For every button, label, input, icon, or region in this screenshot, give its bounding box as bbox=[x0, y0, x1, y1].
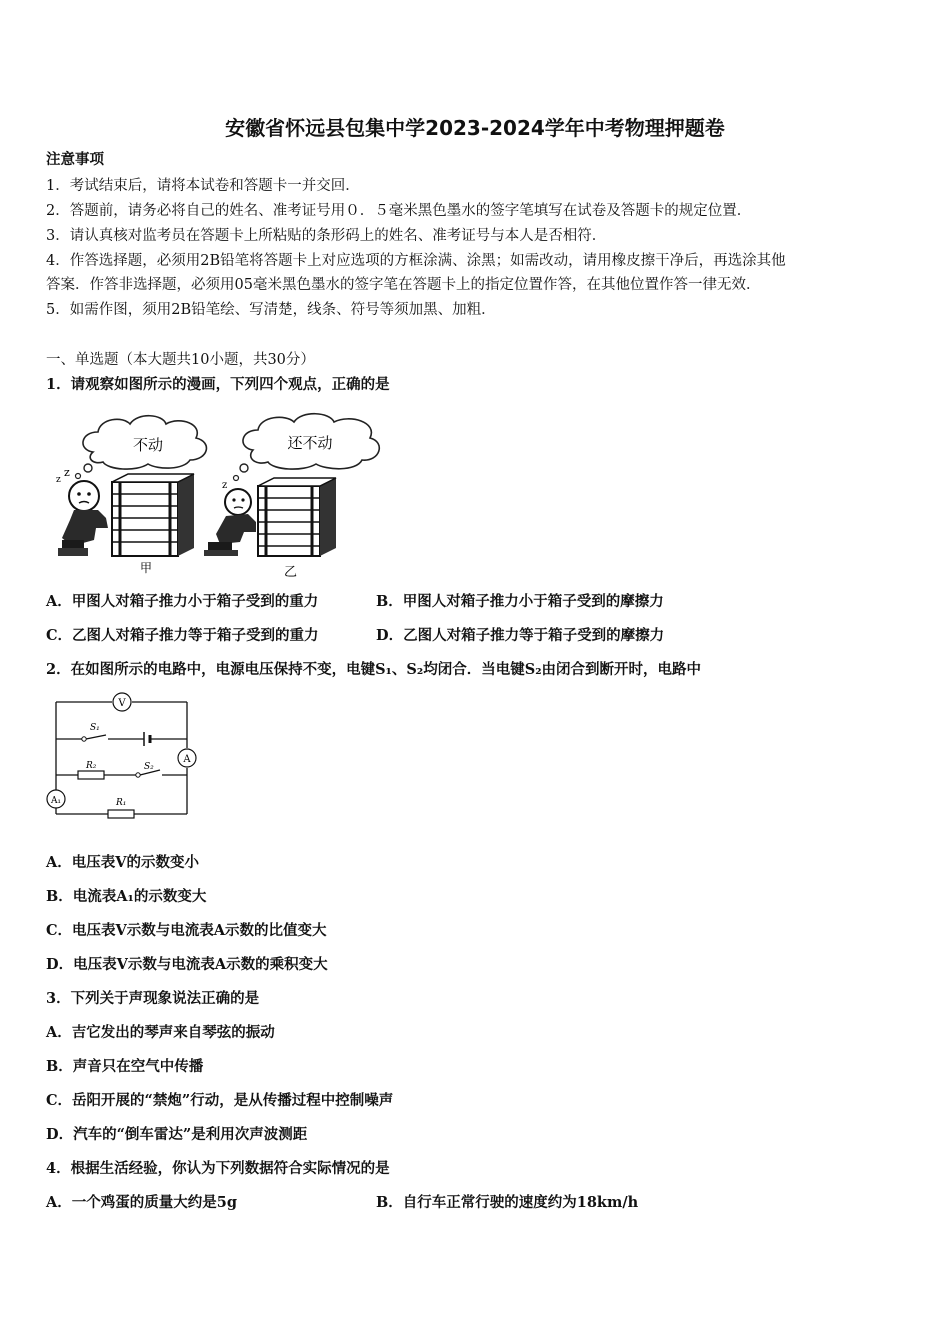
question-1-stem: 1．请观察如图所示的漫画，下列四个观点，正确的是 bbox=[46, 376, 390, 393]
voltmeter-label: V bbox=[118, 698, 126, 709]
q2-option-b: B．电流表A₁的示数变大 bbox=[46, 888, 207, 905]
resistor-r1-label: R₁ bbox=[116, 798, 127, 808]
switch-s1-label: S₁ bbox=[90, 723, 100, 733]
ammeter-label: A bbox=[183, 754, 191, 765]
notice-item: 2．答题前，请务必将自己的姓名、准考证号用０．５毫米黑色墨水的签字笔填写在试卷及答题卡的规定位置． bbox=[46, 203, 752, 219]
question-3-stem: 3．下列关于声现象说法正确的是 bbox=[46, 990, 260, 1007]
q4-option-b: B．自行车正常行驶的速度约为18km/h bbox=[376, 1194, 639, 1211]
q3-option-a: A．吉它发出的琴声来自琴弦的振动 bbox=[46, 1024, 275, 1041]
notice-heading: 注意事项 bbox=[46, 151, 104, 168]
q1-option-d: D．乙图人对箱子推力等于箱子受到的摩擦力 bbox=[376, 627, 665, 644]
notice-item: 1．考试结束后，请将本试卷和答题卡一并交回． bbox=[46, 178, 360, 194]
page-title: 安徽省怀远县包集中学2023-2024学年中考物理押题卷 bbox=[225, 116, 725, 140]
svg-text:z: z bbox=[56, 475, 61, 485]
person-2 bbox=[204, 480, 256, 556]
q1-option-b: B．甲图人对箱子推力小于箱子受到的摩擦力 bbox=[376, 593, 664, 610]
notice-item: 答案．作答非选择题，必须用05毫米黑色墨水的签字笔在答题卡上的指定位置作答，在其他位置作答一律无效． bbox=[46, 277, 761, 293]
crate-1 bbox=[112, 474, 194, 556]
q4-option-a: A．一个鸡蛋的质量大约是5g bbox=[46, 1194, 237, 1211]
figure-label-2: 乙 bbox=[284, 565, 298, 580]
notice-item: 5．如需作图，须用2B铅笔绘、写清楚，线条、符号等须加黑、加粗． bbox=[46, 302, 496, 318]
resistor-r2-label: R₂ bbox=[86, 761, 97, 771]
person-1 bbox=[56, 466, 108, 556]
notice-item: 4．作答选择题，必须用2B铅笔将答题卡上对应选项的方框涂满、涂黑；如需改动，请用橡皮擦干净后，再选涂其他 bbox=[46, 253, 786, 269]
svg-text:z: z bbox=[64, 466, 70, 479]
q2-option-c: C．电压表V示数与电流表A示数的比值变大 bbox=[46, 922, 327, 939]
question-2-stem: 2．在如图所示的电路中，电源电压保持不变，电键S₁、S₂均闭合．当电键S₂由闭合到断开时，电路中 bbox=[46, 661, 702, 678]
switch-s2-label: S₂ bbox=[144, 762, 154, 772]
question-4-stem: 4．根据生活经验，你认为下列数据符合实际情况的是 bbox=[46, 1160, 390, 1177]
bubble-2-text: 还不动 bbox=[287, 434, 333, 452]
q2-option-d: D．电压表V示数与电流表A示数的乘积变大 bbox=[46, 956, 328, 973]
q3-option-b: B．声音只在空气中传播 bbox=[46, 1058, 204, 1075]
q1-option-a: A．甲图人对箱子推力小于箱子受到的重力 bbox=[46, 593, 319, 610]
notice-item: 3．请认真核对监考员在答题卡上所粘贴的条形码上的姓名、准考证号与本人是否相符． bbox=[46, 228, 607, 244]
ammeter-a1-label: A₁ bbox=[50, 796, 62, 806]
section-heading: 一、单选题（本大题共10小题，共30分） bbox=[46, 352, 315, 368]
svg-text:z: z bbox=[222, 480, 228, 491]
cartoon-figure bbox=[48, 410, 388, 582]
crate-2 bbox=[258, 478, 336, 556]
bubble-1-text: 不动 bbox=[132, 436, 164, 454]
q3-option-d: D．汽车的“倒车雷达”是利用次声波测距 bbox=[46, 1126, 308, 1143]
figure-label-1: 甲 bbox=[140, 561, 153, 575]
q2-option-a: A．电压表V的示数变小 bbox=[46, 854, 199, 871]
circuit-diagram bbox=[44, 690, 204, 822]
q1-option-c: C．乙图人对箱子推力等于箱子受到的重力 bbox=[46, 627, 319, 644]
q3-option-c: C．岳阳开展的“禁炮”行动，是从传播过程中控制噪声 bbox=[46, 1092, 394, 1109]
